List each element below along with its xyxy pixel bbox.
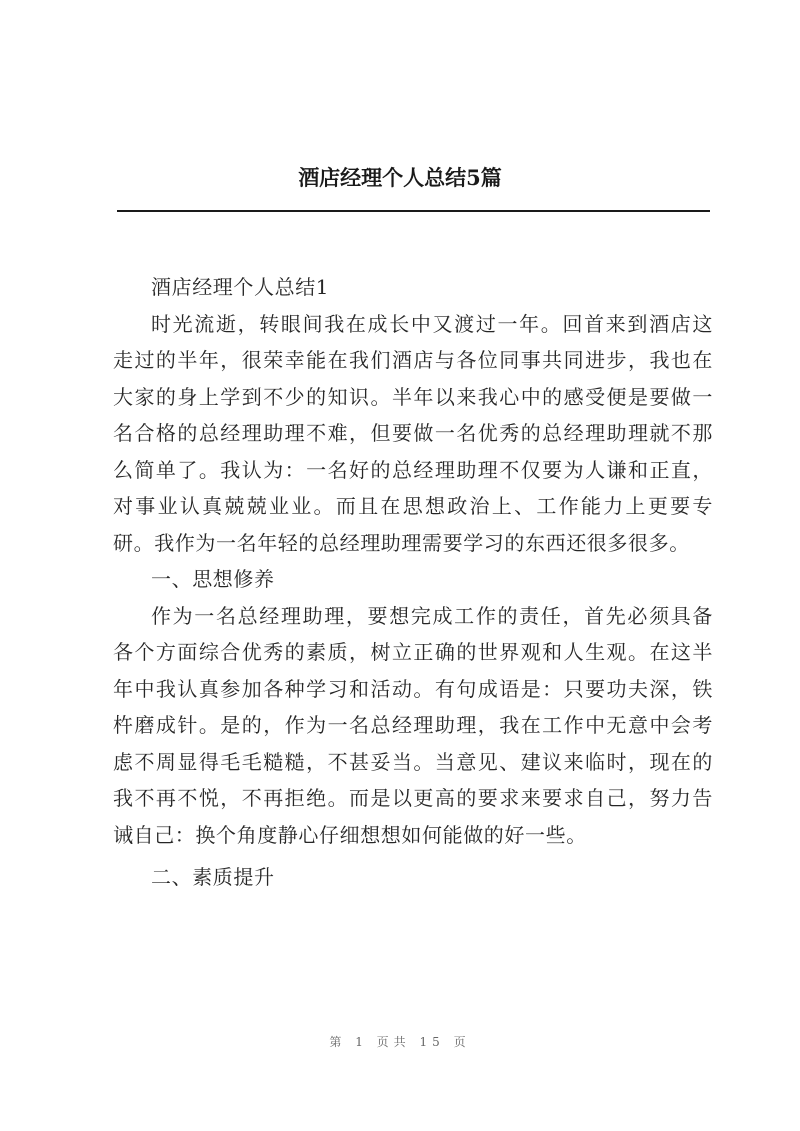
paragraph-line: 虑不周显得毛毛糙糙，不甚妥当。当意见、建议来临时，现在的 — [113, 749, 713, 774]
intro-paragraph — [113, 306, 713, 562]
page-footer: 第 1 页共 15 页 — [329, 1035, 471, 1049]
paragraph-line: 作为一名总经理助理，要想完成工作的责任，首先必须具备 — [151, 603, 713, 628]
paragraph-line: 么简单了。我认为：一名好的总经理助理不仅要为人谦和正直， — [113, 457, 713, 482]
paragraph-line: 走过的半年，很荣幸能在我们酒店与各位同事共同进步，我也在 — [113, 348, 713, 372]
section1-paragraph — [113, 598, 713, 854]
section-title: 酒店经理个人总结1 — [151, 275, 330, 299]
paragraph-line: 诫自己：换个角度静心仔细想想如何能做的好一些。 — [113, 822, 587, 847]
paragraph-line: 年中我认真参加各种学习和活动。有句成语是：只要功夫深，铁 — [113, 676, 713, 701]
paragraph-line: 研。我作为一名年轻的总经理助理需要学习的东西还很多很多。 — [113, 530, 690, 555]
heading-thought-cultivation: 一、思想修养 — [151, 567, 275, 591]
heading-quality-improvement: 二、素质提升 — [151, 865, 275, 889]
paragraph-line: 时光流逝，转眼间我在成长中又渡过一年。回首来到酒店这 — [151, 311, 713, 336]
paragraph-line: 杵磨成针。是的，作为一名总经理助理，我在工作中无意中会考 — [113, 713, 713, 737]
paragraph-line: 名合格的总经理助理不难，但要做一名优秀的总经理助理就不那 — [113, 421, 713, 445]
document-title: 酒店经理个人总结5篇 — [298, 165, 502, 190]
paragraph-line: 大家的身上学到不少的知识。半年以来我心中的感受便是要做一 — [113, 384, 713, 409]
paragraph-line: 我不再不悦，不再拒绝。而是以更高的要求来要求自己，努力告 — [113, 786, 713, 810]
paragraph-line: 对事业认真兢兢业业。而且在思想政治上、工作能力上更要专 — [113, 494, 713, 518]
document-body — [113, 269, 713, 896]
title-divider — [117, 210, 710, 212]
paragraph-line: 各个方面综合优秀的素质，树立正确的世界观和人生观。在这半 — [113, 640, 713, 664]
